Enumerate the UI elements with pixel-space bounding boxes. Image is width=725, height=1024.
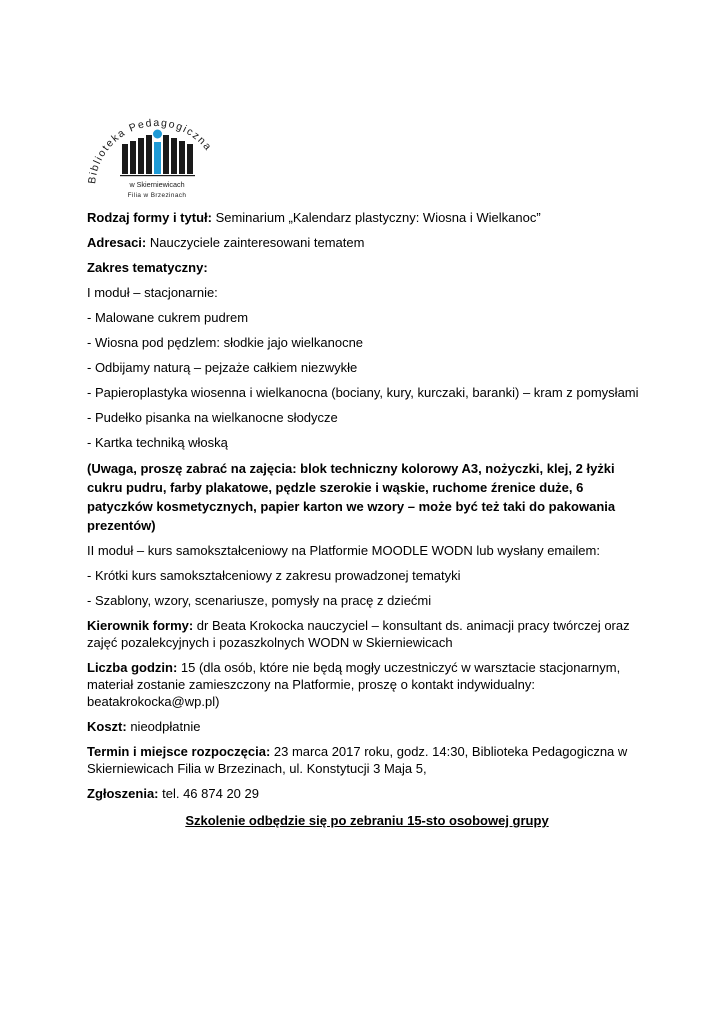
- list-item: - Wiosna pod pędzlem: słodkie jajo wielkanocne: [87, 335, 364, 350]
- logo-line-branch: Filia w Brzezinach: [127, 192, 187, 199]
- form-title-line: [87, 209, 647, 226]
- logo-book: [179, 141, 185, 174]
- date-place-value: 23 marca 2017 roku, godz. 14:30, Biblioteka Pedagogiczna w Skierniewicach Filia w Brzezinach, ul. Konstytucji 3 Maja 5,: [87, 744, 628, 776]
- hours-value: 15 (dla osób, które nie będą mogły uczestniczyć w warsztacie stacjonarnym, materiał zostanie zamieszczony na Platformie, proszę o kontakt indywidualny: beatakrokocka@wp.pl): [87, 660, 621, 709]
- hours-label: Liczba godzin:: [87, 660, 178, 675]
- leader-line: [87, 617, 647, 651]
- date-place-label: Termin i miejsce rozpoczęcia:: [87, 744, 271, 759]
- logo-book: [187, 144, 193, 174]
- logo-book: [122, 144, 128, 174]
- logo-book: [130, 141, 136, 174]
- audience-value: Nauczyciele zainteresowani tematem: [146, 235, 365, 250]
- cost-label: Koszt:: [87, 719, 127, 734]
- cost-line: [87, 718, 647, 735]
- library-logo: [82, 104, 232, 204]
- closing-note: Szkolenie odbędzie się po zebraniu 15-sto osobowej grupy: [185, 813, 549, 828]
- logo-letter-i-dot: [153, 130, 162, 139]
- logo-letter-i-stem: [154, 142, 161, 174]
- registration-line: [87, 785, 647, 802]
- materials-note: (Uwaga, proszę zabrać na zajęcia: blok techniczny kolorowy A3, nożyczki, klej, 2 łyżki cukru pudru, farby plakatowe, pędzle szerokie i wąskie, ruchome źrenice duże, 6 patyczków kosmetycznych, papier karton we wzory – może być też taki do pakowania prezentów): [87, 461, 616, 533]
- cost-value: nieodpłatnie: [126, 719, 201, 734]
- module2-heading: II moduł – kurs samokształceniowy na Platformie MOODLE WODN lub wysłany emailem:: [87, 543, 600, 558]
- logo-book: [138, 138, 144, 174]
- scope-heading: Zakres tematyczny:: [87, 260, 208, 275]
- logo-book: [146, 135, 152, 174]
- logo-shelf-line: [120, 175, 195, 176]
- hours-line: [87, 659, 647, 710]
- logo-book: [171, 138, 177, 174]
- list-item: - Odbijamy naturą – pejzaże całkiem niezwykłe: [87, 360, 358, 375]
- list-item: - Krótki kurs samokształceniowy z zakresu prowadzonej tematyki: [87, 568, 461, 583]
- list-item: - Papieroplastyka wiosenna i wielkanocna (bociany, kury, kurczaki, baranki) – kram z pomysłami: [87, 385, 639, 400]
- list-item: - Pudełko pisanka na wielkanocne słodycze: [87, 410, 338, 425]
- logo-book: [163, 135, 169, 174]
- logo-line-city: w Skierniewicach: [129, 180, 185, 189]
- logo-arc-text: Biblioteka Pedagogiczna: [86, 116, 215, 185]
- date-place-line: [87, 743, 647, 777]
- module1-heading: I moduł – stacjonarnie:: [87, 285, 218, 300]
- document-body: [87, 209, 647, 837]
- leader-label: Kierownik formy:: [87, 618, 194, 633]
- list-item: - Kartka techniką włoską: [87, 435, 228, 450]
- audience-line: [87, 234, 647, 251]
- registration-label: Zgłoszenia:: [87, 786, 159, 801]
- list-item: - Malowane cukrem pudrem: [87, 310, 249, 325]
- form-value: Seminarium „Kalendarz plastyczny: Wiosna i Wielkanoc”: [211, 210, 541, 225]
- registration-value: tel. 46 874 20 29: [158, 786, 259, 801]
- audience-label: Adresaci:: [87, 235, 147, 250]
- list-item: - Szablony, wzory, scenariusze, pomysły na pracę z dziećmi: [87, 593, 432, 608]
- leader-value: dr Beata Krokocka nauczyciel – konsultant ds. animacji pracy twórczej oraz zajęć pozalekcyjnych i pozaszkolnych WODN w Skierniewicach: [87, 618, 630, 650]
- form-label: Rodzaj formy i tytuł:: [87, 210, 212, 225]
- logo-books-icon: [120, 130, 195, 177]
